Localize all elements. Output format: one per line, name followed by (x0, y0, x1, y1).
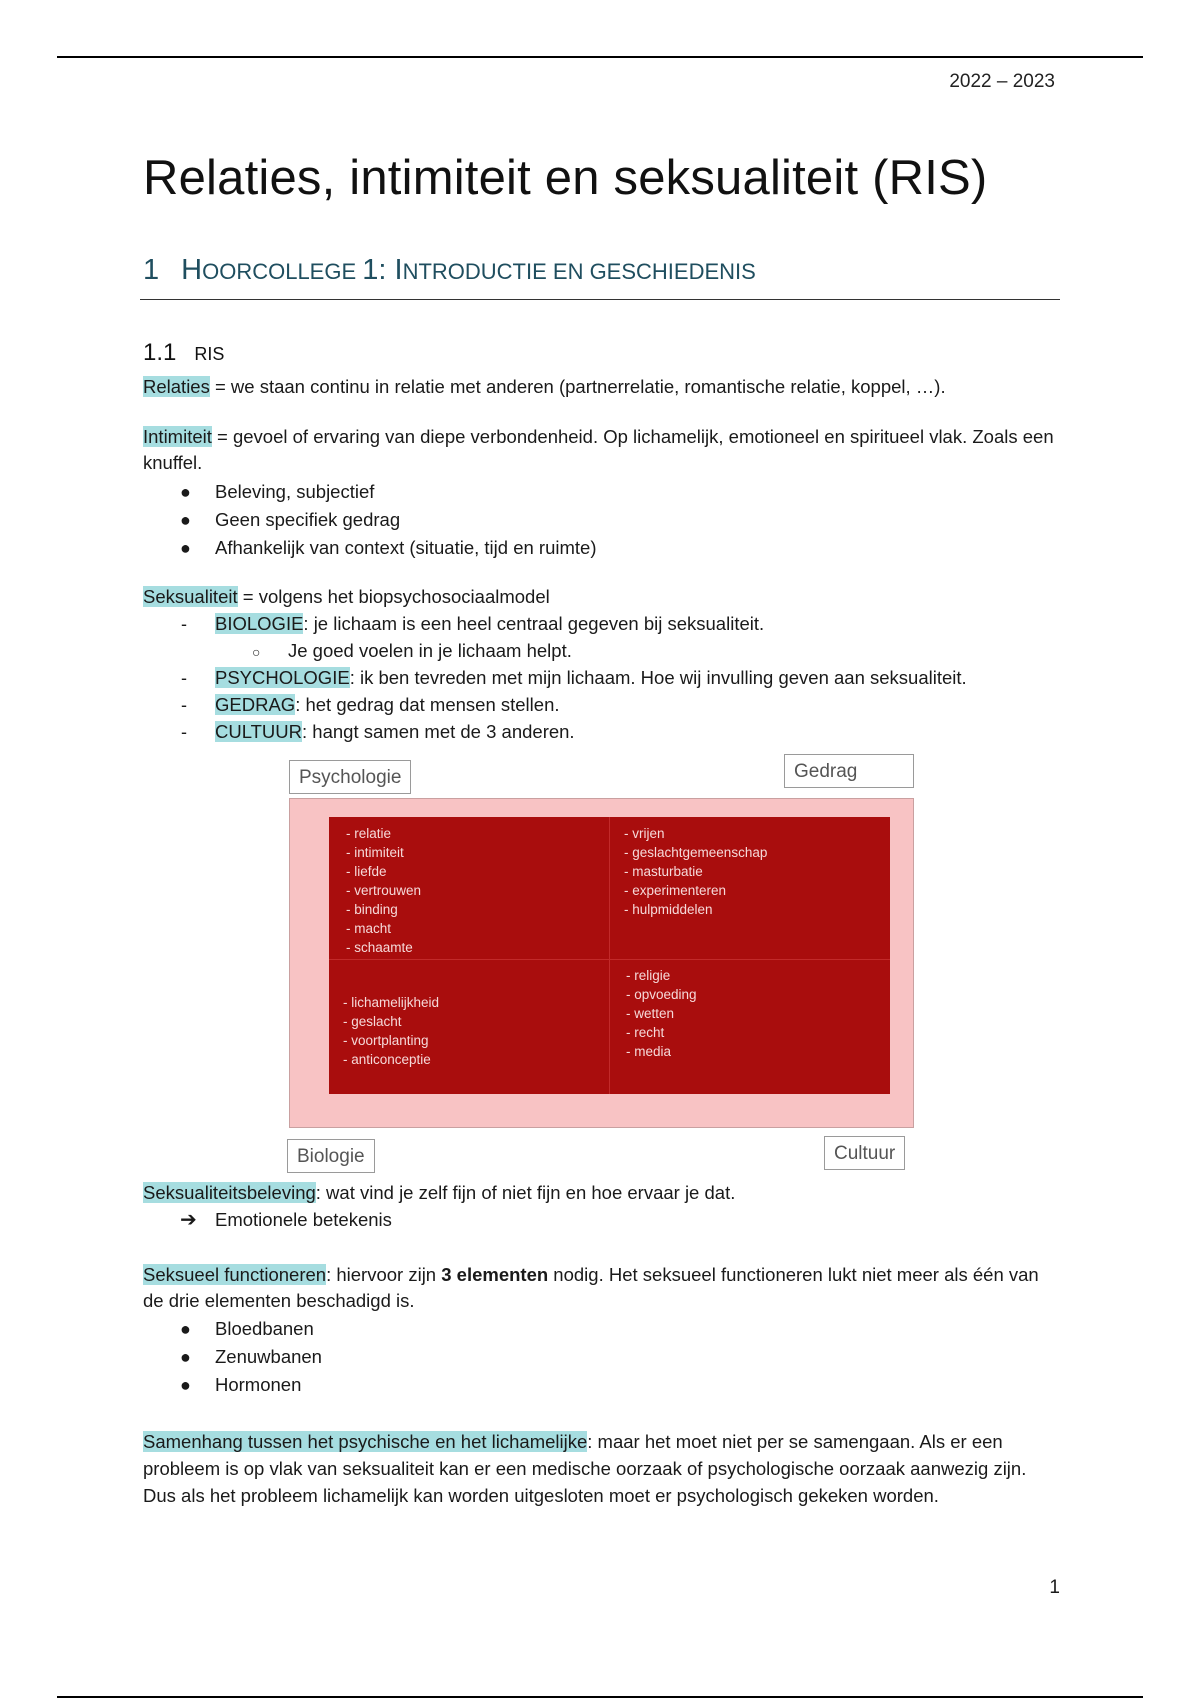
samenhang-paragraph: Samenhang tussen het psychische en het lichamelijke: maar het moet niet per se samengaan. Als er een probleem is op vlak van seksualiteit kan er een medische oorzaak of psychologische oorzaak aanwezig zijn. Dus als het probleem lichamelijk kan worden uitgesloten moet er psychologisch gekeken worden. (143, 1431, 1027, 1506)
relaties-paragraph: Relaties = we staan continu in relatie met anderen (partnerrelatie, romantische relatie, koppel, …). (143, 376, 946, 397)
term-beleving: Seksualiteitsbeleving (143, 1182, 316, 1203)
quadrant-psychologie: - relatie - intimiteit - liefde - vertrouwen - binding - macht - schaamte (346, 826, 422, 955)
term-relaties: Relaties (143, 376, 210, 397)
list-item: BIOLOGIE: je lichaam is een heel centraal gegeven bij seksualiteit. (215, 613, 765, 634)
quadrant-gedrag: - vrijen - geslachtgemeenschap - masturbatie - experimenteren - hulpmiddelen (624, 826, 768, 917)
chapter-rule (140, 299, 1060, 300)
diagram-label-biologie: Biologie (287, 1139, 375, 1173)
term-functioneren: Seksueel functioneren (143, 1264, 327, 1285)
quadrant-biologie: - lichamelijkheid - geslacht - voortplanting - anticonceptie (343, 995, 440, 1067)
bullet-icon: ● (180, 1375, 191, 1395)
bullet-icon: ● (180, 482, 191, 502)
arrow-item: Emotionele betekenis (215, 1209, 392, 1230)
list-item: PSYCHOLOGIE: ik ben tevreden met mijn lichaam. Hoe wij invulling geven aan seksualiteit. (215, 667, 967, 688)
dash-marker: - (181, 695, 187, 715)
chapter-number: 1 (143, 254, 160, 286)
seksualiteit-paragraph: Seksualiteit = volgens het biopsychosociaalmodel (143, 586, 550, 607)
list-item: Geen specifiek gedrag (215, 509, 401, 530)
dash-marker: - (181, 614, 187, 634)
list-item: Zenuwbanen (215, 1346, 322, 1367)
list-item: Afhankelijk van context (situatie, tijd en ruimte) (215, 537, 597, 558)
list-item: Beleving, subjectief (215, 481, 375, 502)
diagram-divider-horizontal (329, 959, 890, 960)
list-item: Hormonen (215, 1374, 302, 1395)
section-number: 1.1 (143, 339, 177, 366)
intimiteit-paragraph: Intimiteit = gevoel of ervaring van diepe verbondenheid. Op lichamelijk, emotioneel en spiritueel vlak. Zoals een knuffel. (143, 426, 1054, 473)
bullet-icon: ● (180, 538, 191, 558)
term-seksualiteit: Seksualiteit (143, 586, 238, 607)
page-number: 1 (1049, 1577, 1060, 1598)
dash-marker: - (181, 722, 187, 742)
term-intimiteit: Intimiteit (143, 426, 212, 447)
diagram-label-psychologie: Psychologie (289, 760, 411, 794)
list-subitem: Je goed voelen in je lichaam helpt. (288, 640, 572, 661)
list-item: Bloedbanen (215, 1318, 314, 1339)
diagram-label-cultuur: Cultuur (824, 1136, 905, 1170)
top-rule (57, 56, 1143, 58)
list-item: CULTUUR: hangt samen met de 3 anderen. (215, 721, 575, 742)
list-item: GEDRAG: het gedrag dat mensen stellen. (215, 694, 560, 715)
chapter-heading: 1 HOORCOLLEGE 1: INTRODUCTIE EN GESCHIEDENIS (143, 254, 756, 286)
page-title: Relaties, intimiteit en seksualiteit (RIS) (143, 151, 988, 205)
document-year: 2022 – 2023 (949, 71, 1055, 92)
bottom-rule (57, 1696, 1143, 1698)
arrow-right-icon: ➔ (180, 1209, 197, 1231)
dash-marker: - (181, 668, 187, 688)
section-title: RIS (194, 344, 225, 364)
bullet-icon: ● (180, 1319, 191, 1339)
quadrant-cultuur: - religie - opvoeding - wetten - recht - media (626, 968, 697, 1059)
bullet-icon: ● (180, 510, 191, 530)
beleving-paragraph: Seksualiteitsbeleving: wat vind je zelf fijn of niet fijn en hoe ervaar je dat. (143, 1182, 736, 1203)
section-heading (143, 339, 224, 367)
diagram-label-gedrag: Gedrag (784, 754, 914, 788)
term-samenhang: Samenhang tussen het psychische en het lichamelijke (143, 1431, 588, 1452)
diagram-divider-vertical (609, 817, 610, 1094)
circle-bullet-icon: ○ (252, 644, 261, 660)
functioneren-paragraph: Seksueel functioneren: hiervoor zijn 3 elementen nodig. Het seksueel functioneren lukt niet meer als één van de drie elementen beschadigd is. (143, 1264, 1039, 1311)
bullet-icon: ● (180, 1347, 191, 1367)
